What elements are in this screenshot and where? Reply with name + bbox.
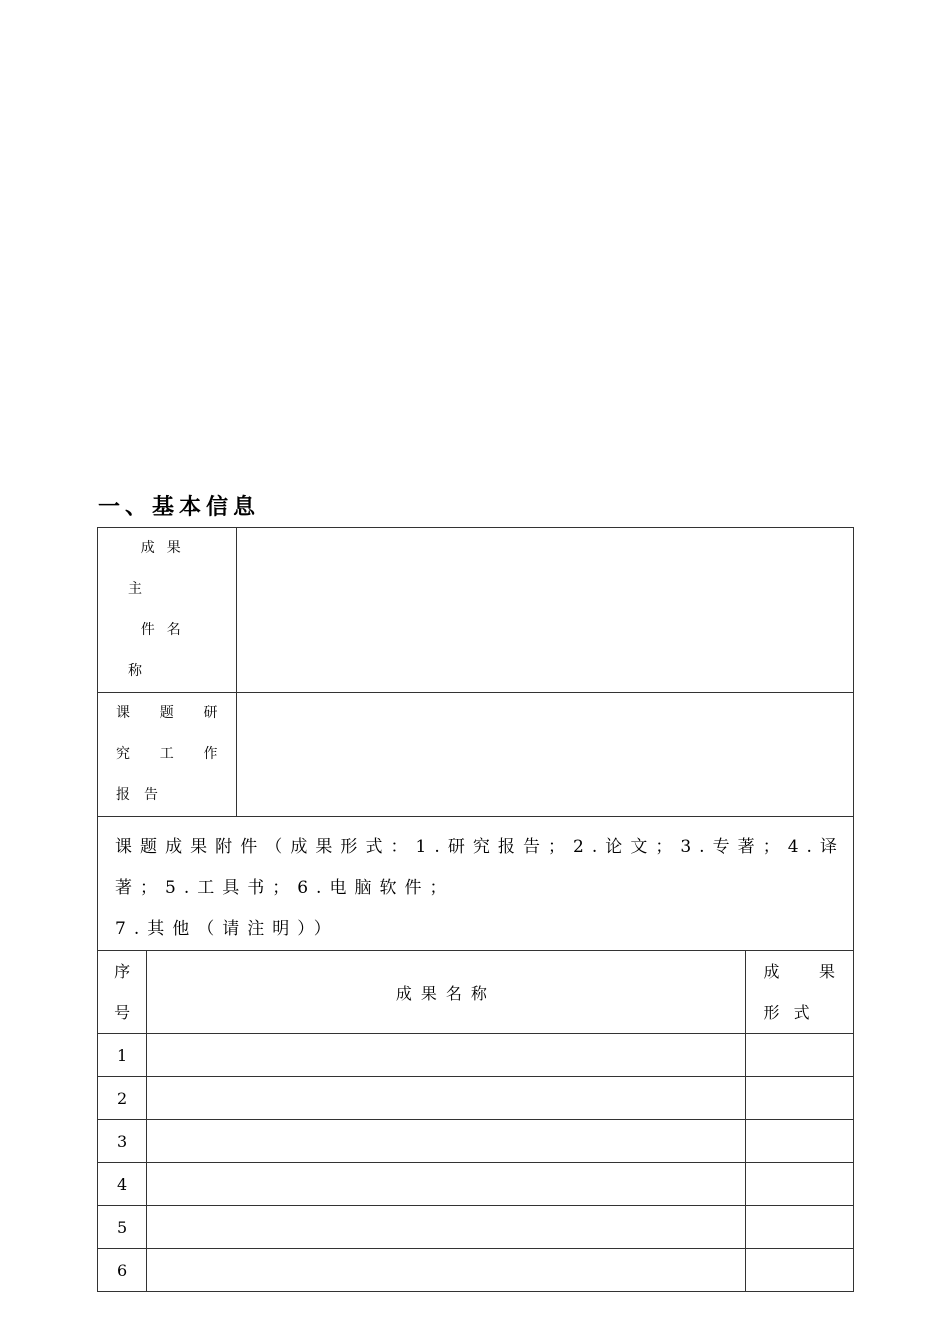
row-number: 1 [98,1034,147,1077]
achievement-name-row [98,528,854,693]
row-number: 6 [98,1249,147,1292]
report-label-line-2: 究 工 作 [116,746,218,762]
row-form-cell[interactable] [745,1249,853,1292]
table-row [98,1206,854,1249]
research-report-label-cell [98,693,237,817]
row-number: 5 [98,1206,147,1249]
basic-info-table [97,527,854,1292]
report-label-line-3: 报 告 [116,787,158,803]
report-label-line-1: 课 题 研 [116,705,218,721]
seq-header-line-1: 序 [114,962,131,981]
row-number: 3 [98,1120,147,1163]
seq-header-line-2: 号 [114,1003,131,1022]
row-number: 2 [98,1077,147,1120]
row-form-cell[interactable] [745,1077,853,1120]
row-form-cell[interactable] [745,1206,853,1249]
row-name-cell[interactable] [147,1120,745,1163]
row-form-cell[interactable] [745,1163,853,1206]
table-row [98,1034,854,1077]
research-report-row [98,693,854,817]
table-row [98,1249,854,1292]
attachment-text-main: 课题成果附件（成果形式：1.研究报告；2.论文；3.专著；4.译著；5.工具书；6.电脑软件； [115,837,845,898]
achievement-name-input-cell[interactable] [236,528,853,693]
form-header-line-1: 成 果 [763,962,835,981]
row-name-cell[interactable] [147,1034,745,1077]
attachment-row [98,817,854,951]
row-number: 4 [98,1163,147,1206]
row-name-cell[interactable] [147,1163,745,1206]
seq-header-cell [98,951,147,1034]
row-form-cell[interactable] [745,1034,853,1077]
attachment-cell [98,817,854,951]
research-report-input-cell[interactable] [236,693,853,817]
form-header-cell [745,951,853,1034]
attachment-text-last: 7.其他（请注明）） [115,919,339,939]
name-header-cell [147,951,745,1034]
name-label-line-1: 成果主 [128,540,193,597]
name-label-line-2: 件名称 [128,622,193,679]
name-header-label: 成果名称 [395,983,496,1003]
attachment-description [115,827,845,950]
table-row [98,1120,854,1163]
table-row [98,1077,854,1120]
row-form-cell[interactable] [745,1120,853,1163]
achievement-name-label-cell [98,528,237,693]
results-header-row [98,951,854,1034]
form-header-line-2: 形 式 [763,1003,810,1022]
row-name-cell[interactable] [147,1077,745,1120]
table-row [98,1163,854,1206]
row-name-cell[interactable] [147,1249,745,1292]
row-name-cell[interactable] [147,1206,745,1249]
section-heading: 一、基本信息 [98,494,261,520]
